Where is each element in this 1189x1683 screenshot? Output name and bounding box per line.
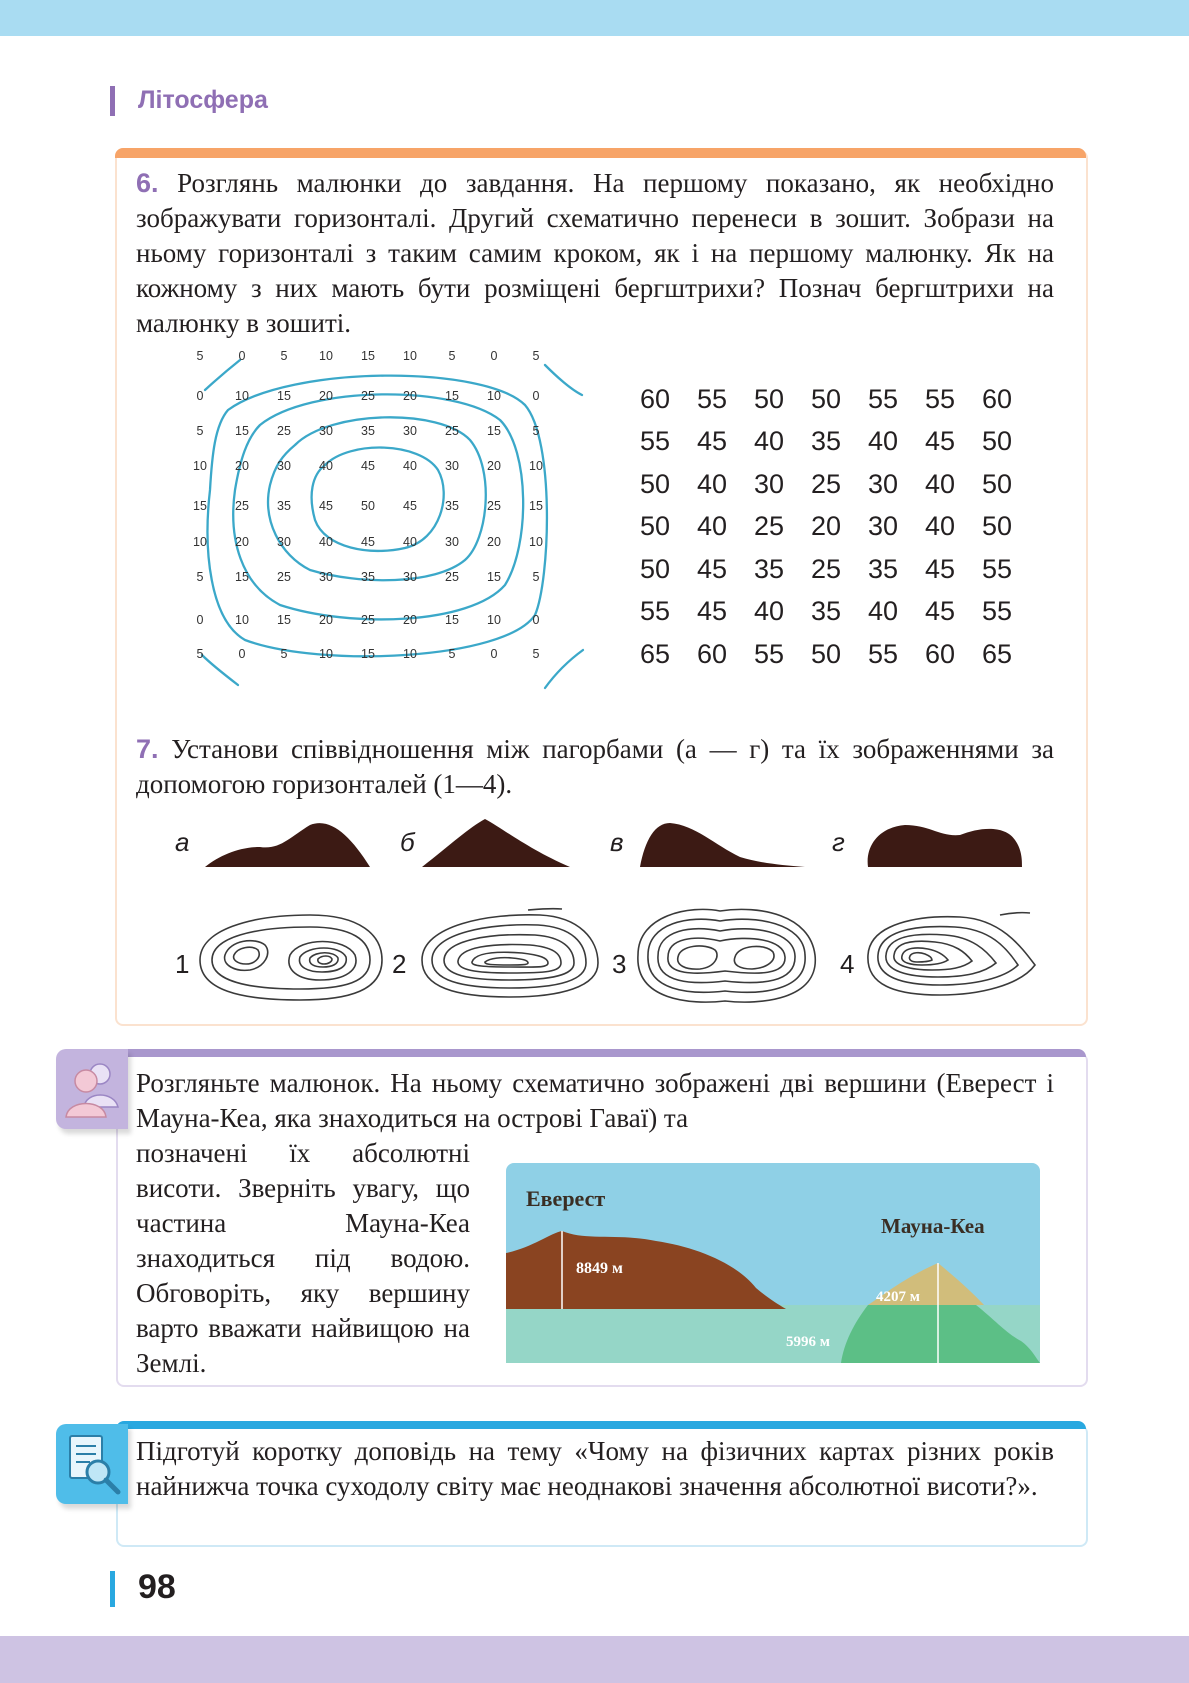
report-text: Підготуй коротку доповідь на тему «Чому на фізичних картах різних років найнижча точка суходолу світу має неоднакові значення абсолютної висоти?». <box>136 1436 1054 1501</box>
contour-value: 10 <box>235 389 249 403</box>
height-value: 45 <box>697 553 728 584</box>
contour-value: 15 <box>361 349 375 363</box>
contour-value: 10 <box>193 459 207 473</box>
contour-value: 40 <box>319 535 333 549</box>
task-7-number: 7. <box>136 734 159 764</box>
contour-value: 15 <box>277 613 291 627</box>
section-title: Літосфера <box>138 86 268 114</box>
contour-maps <box>175 909 1035 1003</box>
height-value: 65 <box>640 638 671 669</box>
contour-value: 5 <box>532 349 540 363</box>
height-value: 25 <box>811 553 842 584</box>
height-value: 55 <box>868 638 899 669</box>
height-value: 50 <box>982 426 1013 457</box>
mauna-kea-above-height: 4207 м <box>876 1289 920 1305</box>
contour-value: 15 <box>361 647 375 661</box>
contour-value: 30 <box>319 570 333 584</box>
height-values-grid <box>640 378 1039 676</box>
contour-map-4 <box>868 913 1035 995</box>
contour-value: 30 <box>445 459 459 473</box>
height-value: 40 <box>868 596 899 627</box>
height-value: 55 <box>925 383 956 414</box>
contour-value: 10 <box>487 613 501 627</box>
contour-value: 25 <box>277 570 291 584</box>
contour-value: 15 <box>445 613 459 627</box>
height-value: 50 <box>811 383 842 414</box>
contour-value: 10 <box>529 459 543 473</box>
contour-value: 0 <box>196 613 204 627</box>
map-number-2: 2 <box>392 949 407 979</box>
height-value: 60 <box>982 383 1013 414</box>
map-number-3: 3 <box>612 949 627 979</box>
contour-value: 25 <box>277 424 291 438</box>
page-number-marker <box>110 1571 115 1607</box>
page-number: 98 <box>138 1568 176 1606</box>
contour-value: 35 <box>445 499 459 513</box>
contour-value: 5 <box>532 570 540 584</box>
height-value: 45 <box>697 426 728 457</box>
height-value: 20 <box>811 511 842 542</box>
contour-row <box>197 424 540 438</box>
contour-value: 5 <box>280 647 288 661</box>
contour-value: 5 <box>448 647 456 661</box>
contour-row <box>197 647 540 661</box>
contour-value: 5 <box>532 424 540 438</box>
contour-value: 20 <box>235 459 249 473</box>
contour-value: 40 <box>403 459 417 473</box>
contour-value: 5 <box>196 424 204 438</box>
contour-value: 0 <box>238 647 246 661</box>
height-row <box>640 591 1039 634</box>
hill-letter-a: а <box>175 827 190 857</box>
height-value: 55 <box>697 383 728 414</box>
contour-value: 25 <box>361 613 375 627</box>
map-number-1: 1 <box>175 949 190 979</box>
contour-value: 10 <box>403 349 417 363</box>
height-value: 50 <box>640 553 671 584</box>
contour-value: 10 <box>529 535 543 549</box>
contour-value: 10 <box>319 647 333 661</box>
height-row <box>640 633 1039 676</box>
hill-letter-d: г <box>832 827 845 857</box>
hill-letter-c: в <box>610 827 624 857</box>
height-value: 50 <box>982 511 1013 542</box>
document-search-icon <box>56 1424 128 1504</box>
contour-value: 35 <box>361 424 375 438</box>
height-value: 50 <box>811 638 842 669</box>
contour-value: 15 <box>487 424 501 438</box>
contour-value: 5 <box>196 349 204 363</box>
contour-value: 45 <box>319 499 333 513</box>
height-value: 60 <box>640 383 671 414</box>
contour-value: 25 <box>487 499 501 513</box>
contour-value: 20 <box>235 535 249 549</box>
contour-value: 20 <box>487 535 501 549</box>
contour-value: 40 <box>403 535 417 549</box>
height-value: 50 <box>640 511 671 542</box>
contour-value: 15 <box>445 389 459 403</box>
height-value: 55 <box>982 596 1013 627</box>
height-value: 35 <box>754 553 785 584</box>
contour-value: 30 <box>403 424 417 438</box>
height-value: 55 <box>754 638 785 669</box>
height-value: 60 <box>925 638 956 669</box>
height-value: 60 <box>697 638 728 669</box>
height-value: 55 <box>640 596 671 627</box>
contour-value: 20 <box>487 459 501 473</box>
tasks-box-header-strip <box>115 148 1086 158</box>
contour-value: 15 <box>487 570 501 584</box>
height-row <box>640 378 1039 421</box>
report-box-header-strip <box>116 1421 1086 1429</box>
contour-map-2 <box>422 909 598 997</box>
contour-value: 35 <box>277 499 291 513</box>
height-value: 65 <box>982 638 1013 669</box>
contour-value: 45 <box>403 499 417 513</box>
contour-value: 0 <box>238 349 246 363</box>
contour-value: 15 <box>529 499 543 513</box>
mauna-kea-below-height: 5996 м <box>786 1334 830 1350</box>
map-number-4: 4 <box>840 949 855 979</box>
contour-value: 35 <box>361 570 375 584</box>
task-6 <box>136 166 1054 341</box>
height-value: 55 <box>640 426 671 457</box>
height-row <box>640 548 1039 591</box>
contour-value: 20 <box>319 613 333 627</box>
contour-value: 10 <box>235 613 249 627</box>
height-value: 40 <box>925 511 956 542</box>
contour-value: 0 <box>490 349 498 363</box>
height-value: 45 <box>925 426 956 457</box>
height-value: 30 <box>868 468 899 499</box>
contour-value: 30 <box>445 535 459 549</box>
height-value: 25 <box>754 511 785 542</box>
task-7-text: Установи співвідношення між пагорбами (а — г) та їх зображеннями за допомогою горизонталей (1—4). <box>136 734 1054 799</box>
hill-profile-a <box>205 823 370 867</box>
mauna-kea-label: Мауна-Кеа <box>881 1214 985 1238</box>
contour-lines-figure <box>193 349 585 690</box>
height-value: 40 <box>868 426 899 457</box>
everest-mauna-kea-figure <box>506 1163 1040 1363</box>
height-value: 40 <box>925 468 956 499</box>
contour-value: 10 <box>403 647 417 661</box>
contour-value: 5 <box>448 349 456 363</box>
contour-value: 0 <box>490 647 498 661</box>
discussion-text-top: Розгляньте малюнок. На ньому схематично зображені дві вершини (Еверест і Мауна-Кеа, яка знаходиться на острові Гаваї) та <box>136 1068 1054 1133</box>
height-row <box>640 506 1039 549</box>
task-6-text: Розглянь малюнки до завдання. На першому показано, як необхідно зображувати горизонталі. Другий схематично перенеси в зошит. Зобрази на ньому горизонталі з таким самим кроком, як і на першому малюнку. Як на кожному з них мають бути розміщені бергштрихи? Познач бергштрихи на малюнку в зошиті. <box>136 168 1054 338</box>
height-value: 45 <box>925 553 956 584</box>
hill-profile-d <box>868 825 1022 867</box>
contour-value: 50 <box>361 499 375 513</box>
contour-value: 45 <box>361 535 375 549</box>
contour-value: 25 <box>235 499 249 513</box>
contour-value: 15 <box>235 570 249 584</box>
contour-value: 5 <box>196 570 204 584</box>
height-value: 30 <box>868 511 899 542</box>
contour-value: 40 <box>319 459 333 473</box>
contour-value: 25 <box>361 389 375 403</box>
contour-value: 30 <box>319 424 333 438</box>
contour-value: 30 <box>277 459 291 473</box>
task-7 <box>136 732 1054 802</box>
height-value: 40 <box>697 468 728 499</box>
group-discussion-icon <box>56 1049 128 1129</box>
height-row <box>640 421 1039 464</box>
height-value: 40 <box>754 426 785 457</box>
hill-letter-b: б <box>400 827 415 857</box>
contour-value: 0 <box>532 389 540 403</box>
contour-value: 15 <box>277 389 291 403</box>
contour-value: 5 <box>532 647 540 661</box>
height-value: 40 <box>697 511 728 542</box>
contour-value: 45 <box>361 459 375 473</box>
contour-value: 20 <box>403 613 417 627</box>
contour-row <box>193 459 543 473</box>
discussion-text-side: позначені їх абсолютні висоти. Зверніть увагу, що частина Мауна-Кеа знаходиться під водою. Обговоріть, яку вершину варто вважати найвищою на Землі. <box>136 1138 470 1378</box>
contour-grid-numbers <box>193 349 543 661</box>
section-marker <box>110 86 115 116</box>
task-6-number: 6. <box>136 168 159 198</box>
height-value: 35 <box>868 553 899 584</box>
contour-row <box>197 613 540 627</box>
height-value: 35 <box>811 426 842 457</box>
hills-and-contours-figure <box>160 815 1060 1010</box>
discussion-box-header-strip <box>116 1049 1086 1057</box>
everest-label: Еверест <box>526 1186 606 1211</box>
everest-height: 8849 м <box>576 1260 623 1277</box>
height-row <box>640 463 1039 506</box>
contour-value: 10 <box>193 535 207 549</box>
height-value: 50 <box>754 383 785 414</box>
contour-value: 10 <box>487 389 501 403</box>
contour-value: 5 <box>196 647 204 661</box>
contour-value: 30 <box>403 570 417 584</box>
contour-value: 15 <box>193 499 207 513</box>
contour-row <box>197 570 540 584</box>
height-value: 45 <box>925 596 956 627</box>
contour-row <box>193 535 543 549</box>
hill-profile-c <box>640 823 805 867</box>
hill-profile-b <box>422 819 570 867</box>
height-value: 50 <box>640 468 671 499</box>
contour-value: 5 <box>280 349 288 363</box>
contour-value: 10 <box>319 349 333 363</box>
contour-map-3 <box>638 909 815 1002</box>
hill-profiles <box>175 819 1022 867</box>
contour-value: 20 <box>403 389 417 403</box>
bottom-decor-band <box>0 1636 1189 1683</box>
height-value: 50 <box>982 468 1013 499</box>
contour-value: 0 <box>196 389 204 403</box>
height-value: 40 <box>754 596 785 627</box>
contour-value: 25 <box>445 570 459 584</box>
contour-map-1 <box>200 915 382 1000</box>
contour-value: 20 <box>319 389 333 403</box>
contour-value: 25 <box>445 424 459 438</box>
top-decor-band <box>0 0 1189 36</box>
contour-row <box>197 389 540 403</box>
contour-row <box>193 499 543 513</box>
height-value: 30 <box>754 468 785 499</box>
contour-value: 30 <box>277 535 291 549</box>
contour-lines <box>202 360 583 688</box>
height-value: 35 <box>811 596 842 627</box>
height-value: 45 <box>697 596 728 627</box>
height-value: 25 <box>811 468 842 499</box>
height-value: 55 <box>982 553 1013 584</box>
contour-value: 15 <box>235 424 249 438</box>
contour-value: 0 <box>532 613 540 627</box>
height-value: 55 <box>868 383 899 414</box>
